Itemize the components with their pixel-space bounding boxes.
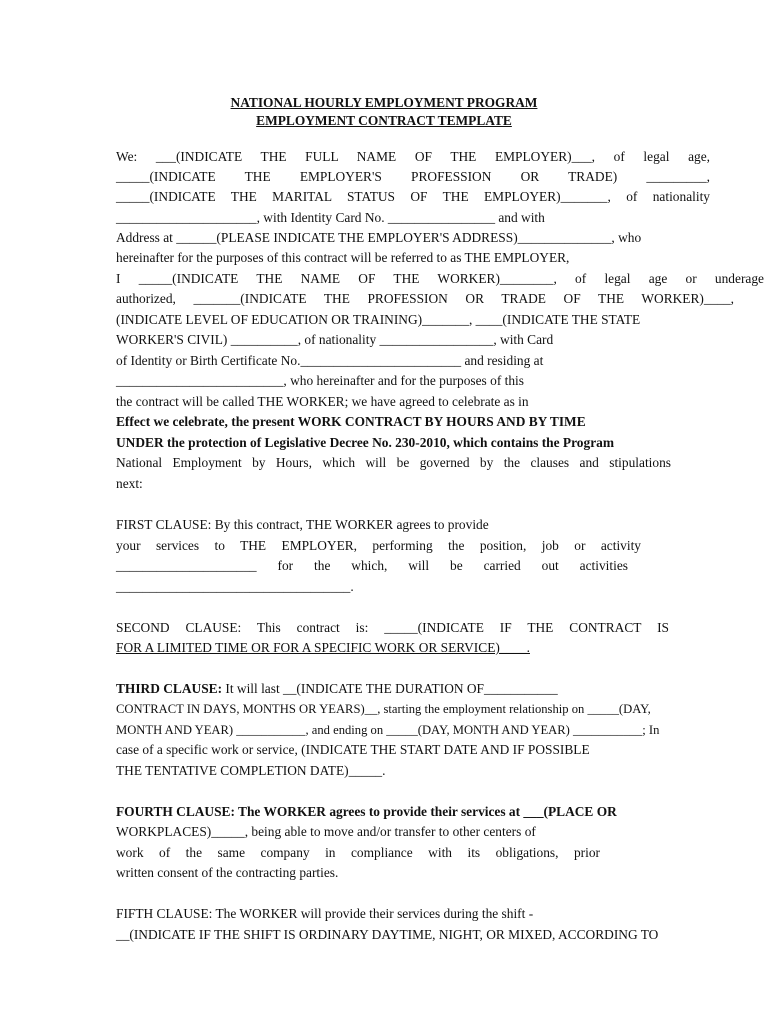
intro-line-12: _________________________, who hereinafter and for the purposes of this <box>116 373 524 388</box>
second-clause-line-1: SECOND CLAUSE: This contract is: _____(INDICATE IF THE CONTRACT IS <box>116 620 669 635</box>
fifth-clause-line-1: FIFTH CLAUSE: The WORKER will provide their services during the shift - <box>116 906 534 921</box>
first-clause-line-1: FIRST CLAUSE: By this contract, THE WORKER agrees to provide <box>116 517 489 532</box>
intro-line-9: (INDICATE LEVEL OF EDUCATION OR TRAINING)_______, ____(INDICATE THE STATE <box>116 312 641 327</box>
third-clause-text: It will last __(INDICATE THE DURATION OF___________ <box>222 681 558 696</box>
fourth-clause-line-3: work of the same company in compliance with its obligations, prior <box>116 845 600 860</box>
fourth-clause-line-2: WORKPLACES)_____, being able to move and/or transfer to other centers of <box>116 824 536 839</box>
third-clause-line-1 <box>116 680 710 698</box>
first-clause-line-2: your services to THE EMPLOYER, performing the position, job or activity <box>116 538 641 553</box>
intro-line-10: WORKER'S CIVIL) __________, of nationality _________________, with Card <box>116 332 554 347</box>
intro-line-7: I _____(INDICATE THE NAME OF THE WORKER)________, of legal age or underage <box>116 271 764 286</box>
third-clause-line-4: case of a specific work or service, (INDICATE THE START DATE AND IF POSSIBLE <box>116 742 590 757</box>
intro-line-2: _____(INDICATE THE EMPLOYER'S PROFESSION OR TRADE) _________, <box>116 169 710 184</box>
first-clause-line-4: ___________________________________. <box>116 579 354 594</box>
document-subtitle: EMPLOYMENT CONTRACT TEMPLATE <box>256 113 512 128</box>
intro-line-3: _____(INDICATE THE MARITAL STATUS OF THE EMPLOYER)_______, of nationality <box>116 189 710 204</box>
intro-line-5: Address at ______(PLEASE INDICATE THE EMPLOYER'S ADDRESS)______________, who <box>116 230 642 245</box>
intro-line-17: next: <box>116 476 143 491</box>
intro-line-11: of Identity or Birth Certificate No.________________________ and residing at <box>116 353 544 368</box>
intro-line-16: National Employment by Hours, which will be governed by the clauses and stipulations <box>116 455 671 470</box>
second-clause-line-2: FOR A LIMITED TIME OR FOR A SPECIFIC WORK OR SERVICE)____. <box>116 640 530 655</box>
intro-line-6: hereinafter for the purposes of this contract will be referred to as THE EMPLOYER, <box>116 250 570 265</box>
third-clause-label: THIRD CLAUSE: <box>116 681 223 696</box>
fourth-clause-line-4: written consent of the contracting parties. <box>116 865 339 880</box>
intro-line-4: _____________________, with Identity Card No. ________________ and with <box>116 210 545 225</box>
document-title: NATIONAL HOURLY EMPLOYMENT PROGRAM <box>230 95 538 110</box>
third-clause-line-5: THE TENTATIVE COMPLETION DATE)_____. <box>116 763 386 778</box>
intro-line-15: UNDER the protection of Legislative Decree No. 230-2010, which contains the Program <box>116 435 614 450</box>
intro-line-1: We: ___(INDICATE THE FULL NAME OF THE EMPLOYER)___, of legal age, <box>116 149 710 164</box>
intro-line-13: the contract will be called THE WORKER; we have agreed to celebrate as in <box>116 394 529 409</box>
third-clause-line-2: CONTRACT IN DAYS, MONTHS OR YEARS)__, starting the employment relationship on _____(DAY, <box>116 702 651 716</box>
first-clause-line-3: _____________________ for the which, will be carried out activities <box>116 558 628 573</box>
fifth-clause-line-2: __(INDICATE IF THE SHIFT IS ORDINARY DAYTIME, NIGHT, OR MIXED, ACCORDING TO <box>116 927 659 942</box>
fourth-clause-line-1: FOURTH CLAUSE: The WORKER agrees to provide their services at ___(PLACE OR <box>116 804 617 819</box>
third-clause-line-3: MONTH AND YEAR) ___________, and ending on _____(DAY, MONTH AND YEAR) ___________; In <box>116 723 660 737</box>
intro-line-14: Effect we celebrate, the present WORK CONTRACT BY HOURS AND BY TIME <box>116 414 586 429</box>
intro-line-8: authorized, _______(INDICATE THE PROFESSION OR TRADE OF THE WORKER)____, <box>116 291 734 306</box>
